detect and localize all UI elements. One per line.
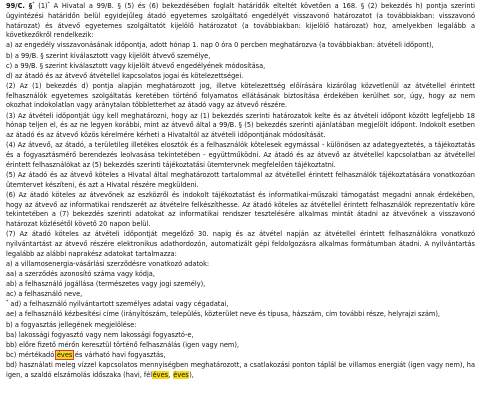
paragraph: (6) Az átadó köteles az átvevőnek az eszközről és indokolt tájékoztatást és informatikai-műszaki támogatást megadni annak érdekében, hogy az átvevő az informatikai rendszerét az átvételre felkészíthesse. Az átadó köteles az átvétellel érintett felhasználók reprezentatív köre tekintetében a (7) bekezdés szerinti adatokat az informatikai rendszer tesztelésére alkalmas mintát átadni az átvevőnek a visszavonó határozat közlésétől követő 20 napon belül. xyxy=(6,190,475,229)
list-item: ab) a felhasználó jogállása (természetes vagy jogi személy), xyxy=(6,280,206,289)
list-item: ac) a felhasználó neve, xyxy=(6,290,83,299)
search-highlight: éves xyxy=(56,350,73,359)
list-item: d) az átadó és az átvevő átvétellel kapcsolatos jogai és kötelezettségei. xyxy=(6,71,244,80)
footnote-mark[interactable]: * xyxy=(6,300,9,306)
search-highlight: éves xyxy=(173,370,189,379)
list-item: bb) előre fizető mérőn keresztül történő felhasználás (igen vagy nem), xyxy=(6,340,240,349)
paragraph: (3) Az átvételi időpontját úgy kell meghatározni, hogy az (1) bekezdés szerinti határozatok kelte és az átvételi időpont között legfeljebb 18 hónap teljen el, és az ne legyen korábbi, mint az átvevő által a 99/B. § (5) bekezdés szerinti ajánlatában megjelölt időpont. Indokolt esetben az átadó és az átvevő közös kérelmére kérheti a Hivataltól az átvételi időpontjának módosítását. xyxy=(6,111,475,140)
search-highlight: éves xyxy=(152,370,169,379)
list-item: ba) lakossági fogyasztó vagy nem lakossági fogyasztó-e, xyxy=(6,330,194,339)
list-item xyxy=(6,351,475,361)
list-item: b) a 99/B. § szerint kiválasztott vagy kijelölt átvevő személye, xyxy=(6,51,211,60)
footnote-mark[interactable]: * xyxy=(32,2,35,7)
list-item xyxy=(6,361,475,381)
section-number: 99/C. § xyxy=(6,2,33,10)
list-item-text: és várható havi fogyasztás, xyxy=(72,350,166,359)
list-item: aa) a szerződés azonosító száma vagy kódja, xyxy=(6,270,155,279)
paragraph: (2) Az (1) bekezdés d) pontja alapján meghatározott jog, illetve kötelezettség előírására kizárólag közvetlenül az átvétellel érintett felhasználók egyetemes szolgáltatás keretében történő folyamatos ellátásának biztosítása érdekében kerülhet sor, úgy, hogy az nem okozhat indokolatlan vagy aránytalan többletterhet az átadó vagy az átvevő részére. xyxy=(6,81,475,110)
paragraph-text: A Hivatal a 99/B. § (5) és (6) bekezdésében foglalt határidők elteltét követően a 168. § (2) bekezdés h) pontja szerinti ügyintézési határidőn belül egyidejűleg átadó egyetemes szolgáltató engedélyét visszavonó határozatot (a továbbiakban: visszavonó határozat) és átvevő egyetemes szolgáltatót kijelölő határozatot (a továbbiakban: kijelölő határozat) hoz, amelyekben legalább a következőkről rendelkezik: xyxy=(6,2,475,40)
list-item: ae) a felhasználó kézbesítési címe (irányítószám, település, közterület neve és típusa, házszám, cím további része, helyrajzi szám), xyxy=(6,310,441,319)
section-intro xyxy=(6,2,475,41)
footnote-mark[interactable]: * xyxy=(47,2,50,7)
list-item: b) a fogyasztás jellegének megjelölése: xyxy=(6,320,137,329)
list-item xyxy=(6,300,475,310)
paragraph: (5) Az átadó és az átvevő köteles a Hivatal által meghatározott tartalommal az átvétellel érintett felhasználók tájékoztatására vonatkozóan ütemtervet készíteni, és azt a Hivatal részére megküldeni. xyxy=(6,170,475,189)
paragraph: (4) Az átvevő, az átadó, a területileg illetékes elosztók és a felhasználók kötelesek egymással - különösen az adategyeztetés, a tájékoztatás és a fogyasztásmérő berendezés leolvasása tekintetében - együttműködni. Az átadó és az átvevő az átvétellel kapcsolatban az átvétellel érintett felhasználókat az (5) bekezdés szerinti tájékoztatási ütemtervnek megfelelően tájékoztatni. xyxy=(6,141,475,169)
list-item: a) a villamosenergia-vásárlási szerződésre vonatkozó adatok: xyxy=(6,259,210,268)
list-item-text: , xyxy=(168,370,173,379)
list-item-text: bd) használati meleg vízzel kapcsolatos mennyiségben meghatározott, a csatlakozási ponton táplál be villamos energiát (igen vagy nem), ha igen, a szaldó elszámolás időszaka (havi, fél xyxy=(6,360,475,379)
paragraph: (7) Az átadó köteles az átvételi időpontját megelőző 30. napig és az átvétel napján az átvétellel érintett felhasználókra vonatkozó nyilvántartást az átvevő részére elektronikus adathordozón, automatizált gépi feldolgozásra alkalmas formátumban átadni. A nyilvántartás legalább az alábbi naprakész adatokat tartalmazza: xyxy=(6,230,475,258)
list-item-text: ), xyxy=(189,370,194,379)
list-item: c) a 99/B. § szerint kiválasztott vagy kijelölt átvevő engedélyének módosítása, xyxy=(6,61,266,70)
list-item-text: ad) a felhasználó nyilvántartott személyes adatai vagy cégadatai, xyxy=(10,300,229,309)
list-item-text: bc) mértékadó xyxy=(6,350,57,359)
paragraph-number: (1) xyxy=(38,2,48,10)
list-item: a) az engedély visszavonásának időpontja, adott hónap 1. nap 0 óra 0 percben meghatározva (a továbbiakban: átvételi időpont), xyxy=(6,41,434,50)
